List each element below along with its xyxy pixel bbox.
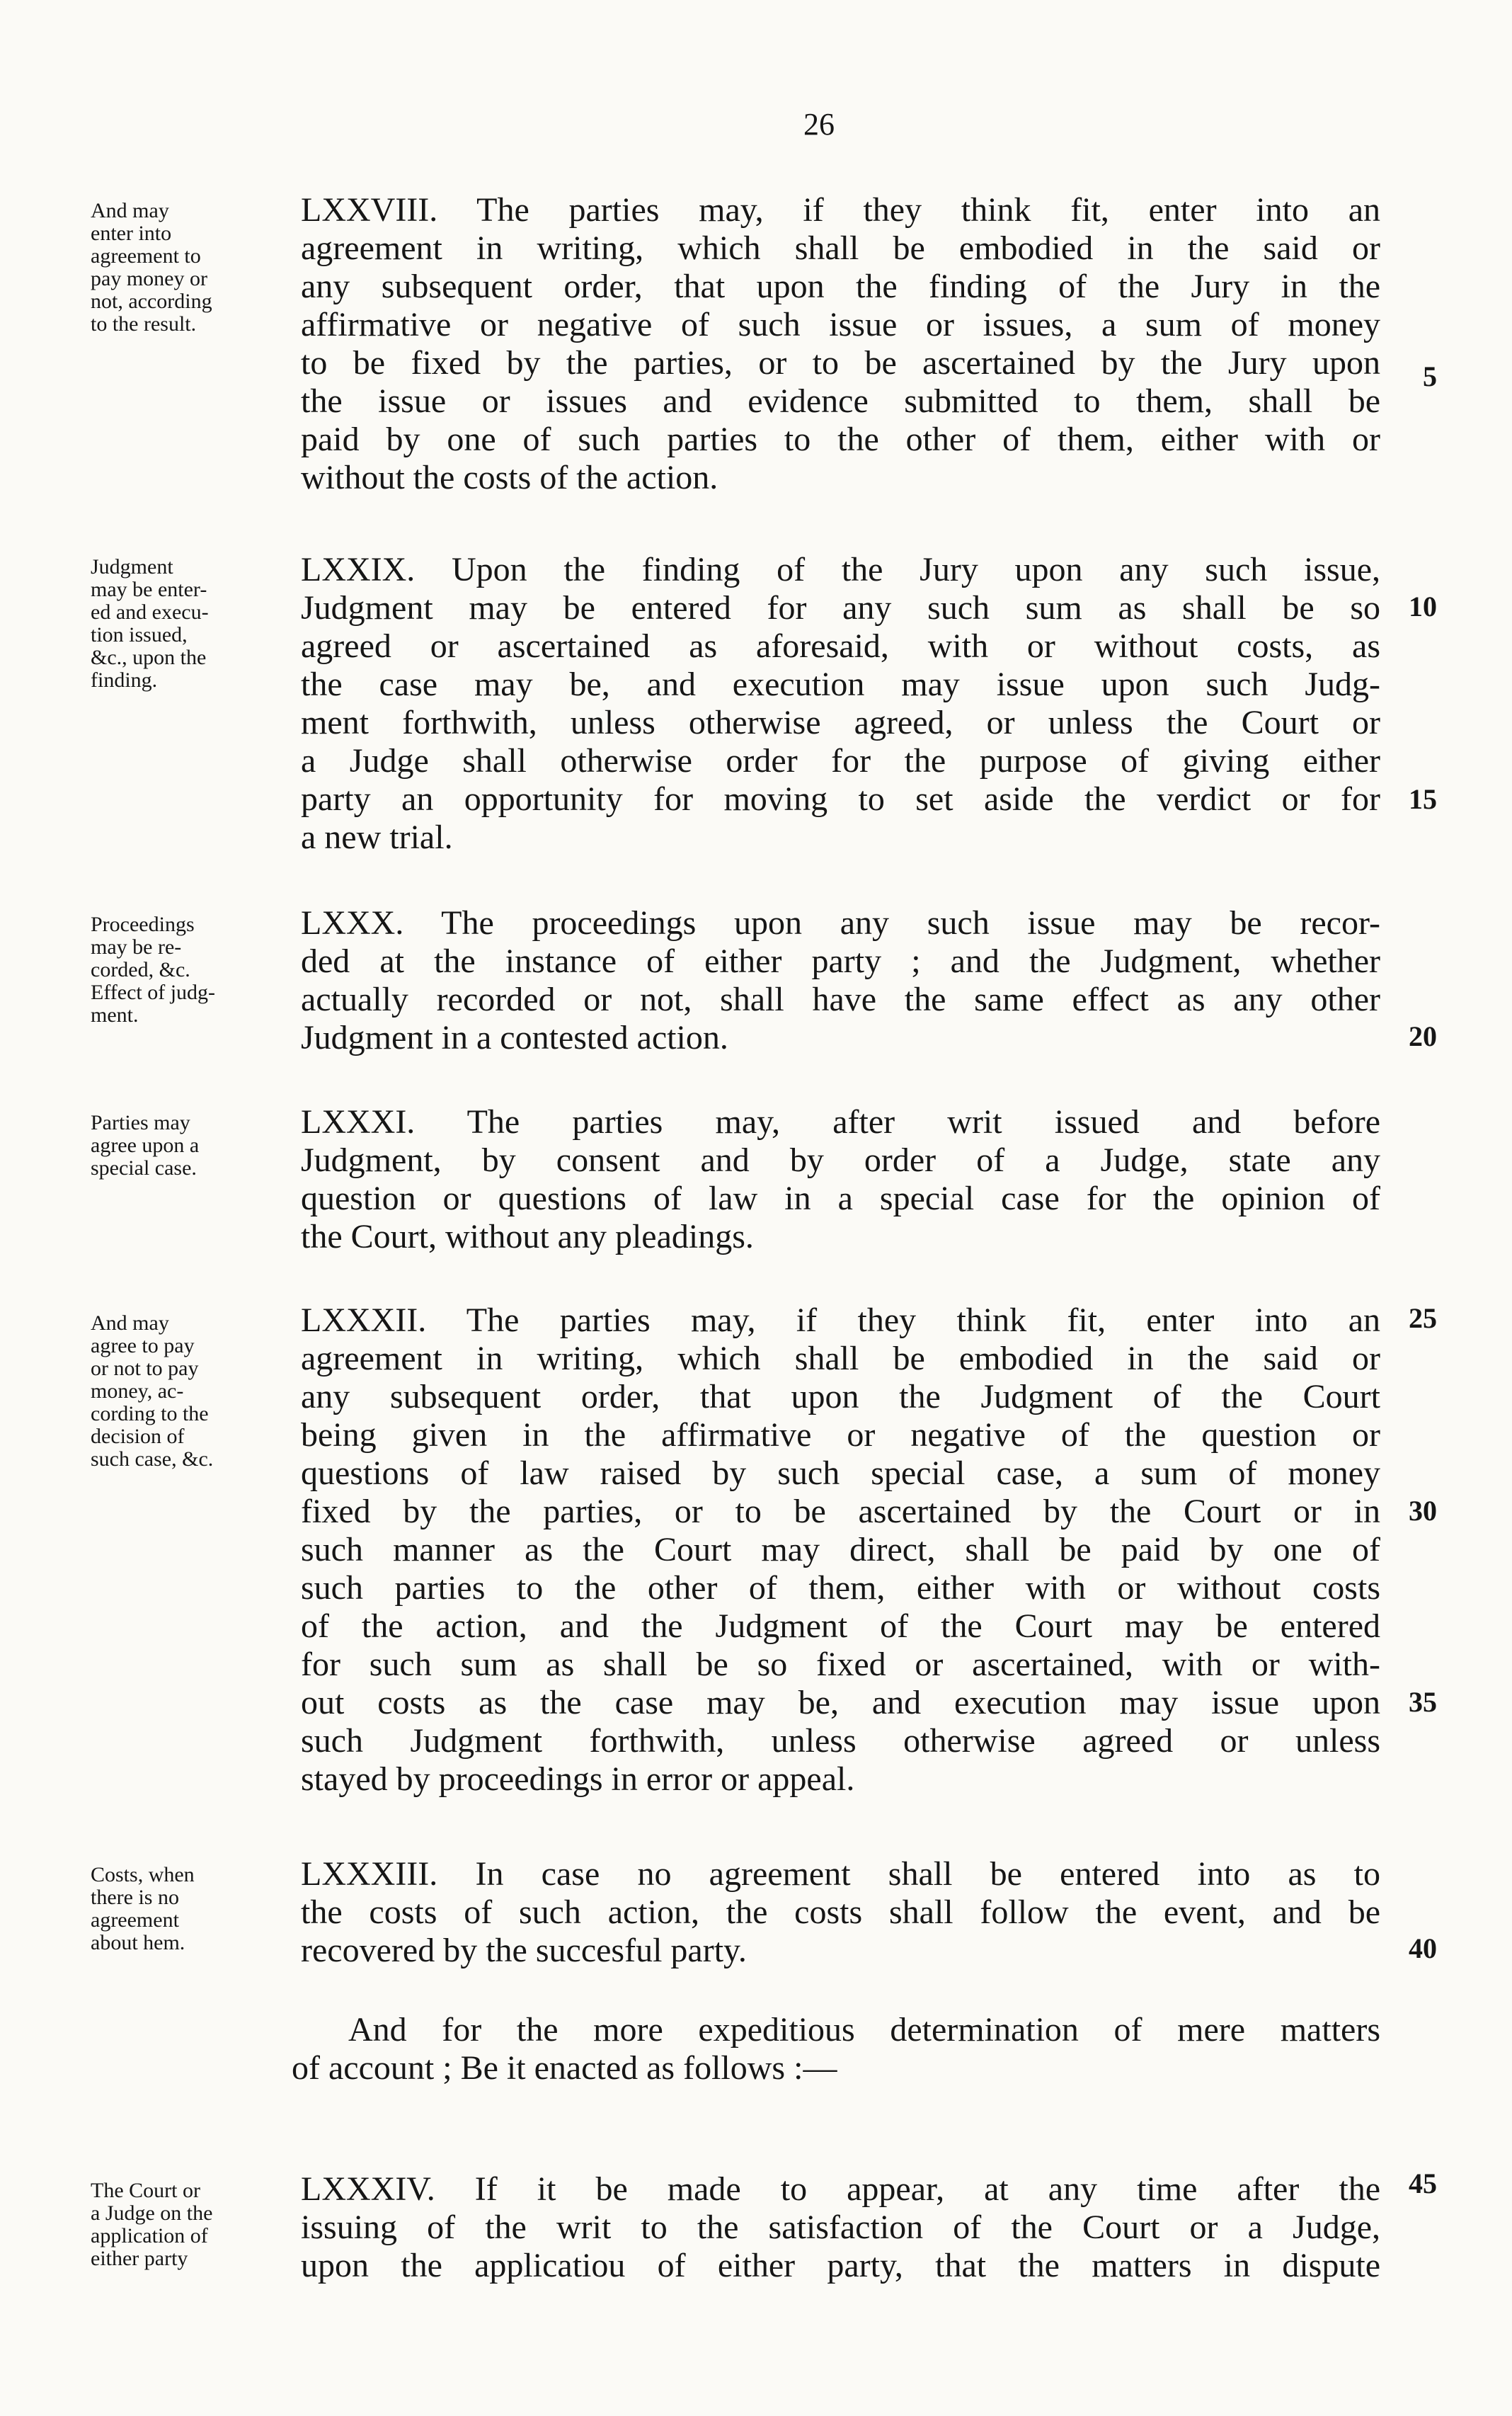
line-number: 15: [1409, 783, 1437, 815]
line-number: 30: [1409, 1495, 1437, 1527]
margin-note: Proceedings may be re- corded, &c. Effect of judg- ment.: [91, 913, 216, 1027]
margin-note: Costs, when there is no agreement about hem.: [91, 1863, 195, 1954]
margin-note: Judgment may be enter- ed and execu- tion issued, &c., upon the finding.: [91, 555, 209, 692]
section-body: LXXXII. The parties may, if they think fit, enter into an agreement in writing, which shall be embodied in the said or any subsequent order, that upon the Judgment of the Court being given in the affirmative or negative of the question or questions of law raised by such special case, a sum of money fixed by the parties, or to be ascertained by the Court or in such manner as the Court may direct, shall be paid by one of such parties to the other of them, either with or without costs of the action, and the Judgment of the Court may be entered for such sum as shall be so fixed or ascertained, with or with- out costs as the case may be, and execution may issue upon such Judgment forthwith, unless otherwise agreed or unless stayed by proceedings in error or appeal.: [301, 1301, 1380, 1798]
section-body: LXXXIII. In case no agreement shall be entered into as to the costs of such action, the costs shall follow the event, and be recovered by the succesful party.: [301, 1855, 1380, 1969]
section-body: LXXXI. The parties may, after writ issued and before Judgment, by consent and by order of a Judge, state any question or questions of law in a special case for the opinion of the Court, without any pleadings.: [301, 1103, 1380, 1255]
line-number: 40: [1409, 1932, 1437, 1964]
enacting-clause: And for the more expeditious determination of mere matters of account ; Be it enacted as follows :—: [292, 2011, 1380, 2087]
line-number: 20: [1409, 1020, 1437, 1052]
line-number: 35: [1409, 1686, 1437, 1718]
margin-note: Parties may agree upon a special case.: [91, 1111, 200, 1180]
section-body: LXXVIII. The parties may, if they think fit, enter into an agreement in writing, which shall be embodied in the said or any subsequent order, that upon the finding of the Jury in the affirmative or negative of such issue or issues, a sum of money to be fixed by the parties, or to be ascertained by the Jury upon the issue or issues and evidence submitted to them, shall be paid by one of such parties to the other of them, either with or without the costs of the action.: [301, 191, 1380, 496]
page-number: 26: [803, 107, 835, 142]
margin-note: And may enter into agreement to pay money or not, according to the result.: [91, 199, 212, 336]
line-number: 25: [1409, 1302, 1437, 1334]
line-number: 5: [1423, 360, 1437, 392]
margin-note: And may agree to pay or not to pay money, ac- cording to the decision of such case, &c.: [91, 1311, 214, 1471]
section-body: LXXX. The proceedings upon any such issue may be recor- ded at the instance of either party ; and the Judgment, whether actually recorded or not, shall have the same effect as any other Judgment in a contested action.: [301, 904, 1380, 1056]
line-number: 10: [1409, 591, 1437, 622]
line-number: 45: [1409, 2167, 1437, 2199]
margin-note: The Court or a Judge on the application of either party: [91, 2179, 213, 2270]
section-body: LXXIX. Upon the finding of the Jury upon any such issue, Judgment may be entered for any such sum as shall be so agreed or ascertained as aforesaid, with or without costs, as the case may be, and execution may issue upon such Judg- ment forthwith, unless otherwise agreed, or unless the Court or a Judge shall otherwise order for the purpose of giving either party an opportunity for moving to set aside the verdict or for a new trial.: [301, 551, 1380, 856]
section-body: LXXXIV. If it be made to appear, at any time after the issuing of the writ to the satisfaction of the Court or a Judge, upon the applicatiou of either party, that the matters in dispute: [301, 2170, 1380, 2284]
